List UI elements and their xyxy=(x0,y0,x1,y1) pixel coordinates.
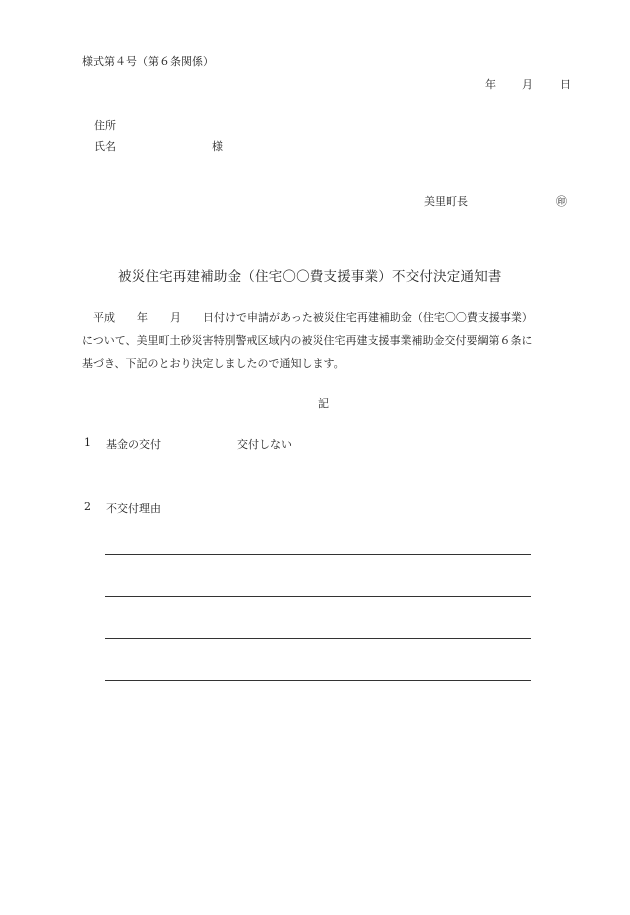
reason-line-1 xyxy=(105,554,531,555)
body-line-2: について、美里町土砂災害特別警戒区域内の被災住宅再建支援事業補助金交付要綱第６条に xyxy=(82,334,533,347)
reason-line-2 xyxy=(105,596,531,597)
date-row xyxy=(485,76,571,92)
body-line-3: 基づき、下記のとおり決定しましたので通知します。 xyxy=(82,357,345,370)
body-text xyxy=(82,306,570,375)
body-line-1: 平成 年 月 日付けで申請があった被災住宅再建補助金（住宅〇〇費支援事業） xyxy=(82,311,533,324)
date-year: 年 xyxy=(485,78,496,91)
item-1-number: 1 xyxy=(84,436,91,449)
reason-line-3 xyxy=(105,638,531,639)
reason-line-4 xyxy=(105,680,531,681)
item-2-label: 不交付理由 xyxy=(106,502,161,515)
document-title: 被災住宅再建補助金（住宅〇〇費支援事業）不交付決定通知書 xyxy=(118,269,502,285)
address-label: 住所 xyxy=(94,119,116,132)
form-number: 様式第４号（第６条関係） xyxy=(82,55,214,68)
seal-mark: ㊞ xyxy=(556,195,567,208)
date-day: 日 xyxy=(560,78,571,91)
ki-heading: 記 xyxy=(318,397,329,410)
item-1-value: 交付しない xyxy=(237,438,292,451)
honorific: 様 xyxy=(212,140,223,153)
item-1-label: 基金の交付 xyxy=(106,438,161,451)
name-label: 氏名 xyxy=(94,140,116,153)
item-2-number: 2 xyxy=(84,500,91,513)
date-month: 月 xyxy=(522,78,533,91)
issuer-name: 美里町長 xyxy=(424,195,468,208)
